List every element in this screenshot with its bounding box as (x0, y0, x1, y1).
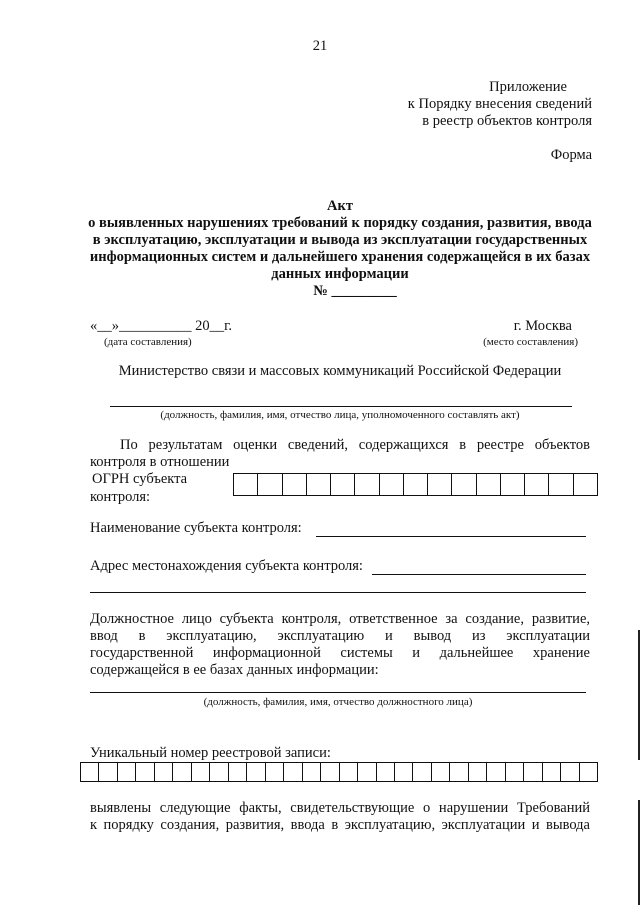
ogrn-label-line-2: контроля: (90, 489, 151, 505)
subject-name-input-line[interactable] (316, 536, 586, 537)
date-field[interactable]: «__»__________ 20__г. (90, 318, 233, 334)
registry-digit-cell[interactable] (580, 763, 597, 781)
registry-digit-cell[interactable] (340, 763, 358, 781)
registry-digit-cell[interactable] (284, 763, 302, 781)
ogrn-input-grid[interactable] (233, 473, 598, 496)
registry-digit-cell[interactable] (377, 763, 395, 781)
appendix-line-3: в реестр объектов контроля (422, 113, 592, 129)
registry-digit-cell[interactable] (413, 763, 431, 781)
registry-digit-cell[interactable] (395, 763, 413, 781)
registry-digit-cell[interactable] (487, 763, 505, 781)
ogrn-digit-cell[interactable] (501, 474, 525, 495)
registry-digit-cell[interactable] (469, 763, 487, 781)
registry-digit-cell[interactable] (266, 763, 284, 781)
facts-line-2: к порядку создания, развития, ввода в эксплуатацию, эксплуатации и вывода (90, 817, 590, 833)
registry-digit-cell[interactable] (118, 763, 136, 781)
form-label: Форма (550, 147, 592, 163)
title-line-3: в эксплуатацию, эксплуатации и вывода из эксплуатации государственных (92, 232, 588, 248)
assessment-line-2: контроля в отношении (90, 454, 230, 470)
registry-digit-cell[interactable] (450, 763, 468, 781)
registry-digit-cell[interactable] (303, 763, 321, 781)
registry-label: Уникальный номер реестровой записи: (90, 745, 331, 761)
appendix-header (352, 79, 592, 130)
subject-name-label: Наименование субъекта контроля: (90, 520, 302, 536)
ogrn-digit-cell[interactable] (574, 474, 597, 495)
ogrn-digit-cell[interactable] (549, 474, 573, 495)
appendix-line-2: к Порядку внесения сведений (407, 96, 592, 112)
title-line-1: Акт (327, 198, 353, 214)
official-signature-line[interactable] (110, 406, 572, 407)
ogrn-digit-cell[interactable] (258, 474, 282, 495)
subject-address-input-line[interactable] (372, 574, 586, 575)
ministry-name: Министерство связи и массовых коммуникаций Российской Федерации (118, 363, 562, 379)
registry-digit-cell[interactable] (432, 763, 450, 781)
act-number: № _________ (313, 283, 397, 299)
ogrn-digit-cell[interactable] (234, 474, 258, 495)
registry-digit-cell[interactable] (173, 763, 191, 781)
registry-number-grid[interactable] (80, 762, 598, 782)
appendix-line-1: Приложение (489, 79, 567, 95)
responsible-line-3: государственной информационной системы и дальнейшее хранение (90, 645, 590, 661)
registry-digit-cell[interactable] (136, 763, 154, 781)
ogrn-digit-cell[interactable] (452, 474, 476, 495)
ogrn-digit-cell[interactable] (380, 474, 404, 495)
title-line-2: о выявленных нарушениях требований к порядку создания, развития, ввода (88, 215, 592, 231)
ogrn-digit-cell[interactable] (331, 474, 355, 495)
subject-address-label: Адрес местонахождения субъекта контроля: (90, 558, 363, 574)
page-number: 21 (312, 38, 328, 54)
ogrn-digit-cell[interactable] (404, 474, 428, 495)
registry-digit-cell[interactable] (524, 763, 542, 781)
registry-digit-cell[interactable] (543, 763, 561, 781)
ogrn-digit-cell[interactable] (477, 474, 501, 495)
title-line-5: данных информации (271, 266, 409, 282)
official-caption: (должность, фамилия, имя, отчество лица, уполномоченного составлять акт) (160, 409, 520, 421)
ogrn-digit-cell[interactable] (355, 474, 379, 495)
responsible-line-1: Должностное лицо субъекта контроля, ответственное за создание, развитие, (90, 611, 590, 627)
place-caption: (место составления) (483, 336, 578, 348)
registry-digit-cell[interactable] (229, 763, 247, 781)
registry-digit-cell[interactable] (358, 763, 376, 781)
registry-digit-cell[interactable] (210, 763, 228, 781)
responsible-line-2: ввод в эксплуатацию, эксплуатацию и вывод из эксплуатации (90, 628, 590, 644)
responsible-line-4: содержащейся в ее базах данных информации: (90, 662, 379, 678)
place-field[interactable]: г. Москва (513, 318, 572, 334)
title-line-4: информационных систем и дальнейшего хранения содержащейся в их базах (89, 249, 591, 265)
ogrn-digit-cell[interactable] (525, 474, 549, 495)
registry-digit-cell[interactable] (155, 763, 173, 781)
registry-digit-cell[interactable] (561, 763, 579, 781)
registry-digit-cell[interactable] (81, 763, 99, 781)
date-caption: (дата составления) (104, 336, 192, 348)
assessment-line-1: По результатам оценки сведений, содержащихся в реестре объектов (120, 437, 590, 453)
act-title (80, 198, 600, 300)
registry-digit-cell[interactable] (506, 763, 524, 781)
registry-digit-cell[interactable] (99, 763, 117, 781)
ogrn-digit-cell[interactable] (283, 474, 307, 495)
registry-digit-cell[interactable] (247, 763, 265, 781)
ogrn-digit-cell[interactable] (307, 474, 331, 495)
ogrn-digit-cell[interactable] (428, 474, 452, 495)
registry-digit-cell[interactable] (192, 763, 210, 781)
responsible-signature-line[interactable] (90, 692, 586, 693)
responsible-caption: (должность, фамилия, имя, отчество должностного лица) (203, 696, 473, 708)
registry-digit-cell[interactable] (321, 763, 339, 781)
ogrn-label-line-1: ОГРН субъекта (92, 471, 188, 487)
subject-address-input-line-2[interactable] (90, 592, 586, 593)
facts-line-1: выявлены следующие факты, свидетельствующие о нарушении Требований (90, 800, 590, 816)
